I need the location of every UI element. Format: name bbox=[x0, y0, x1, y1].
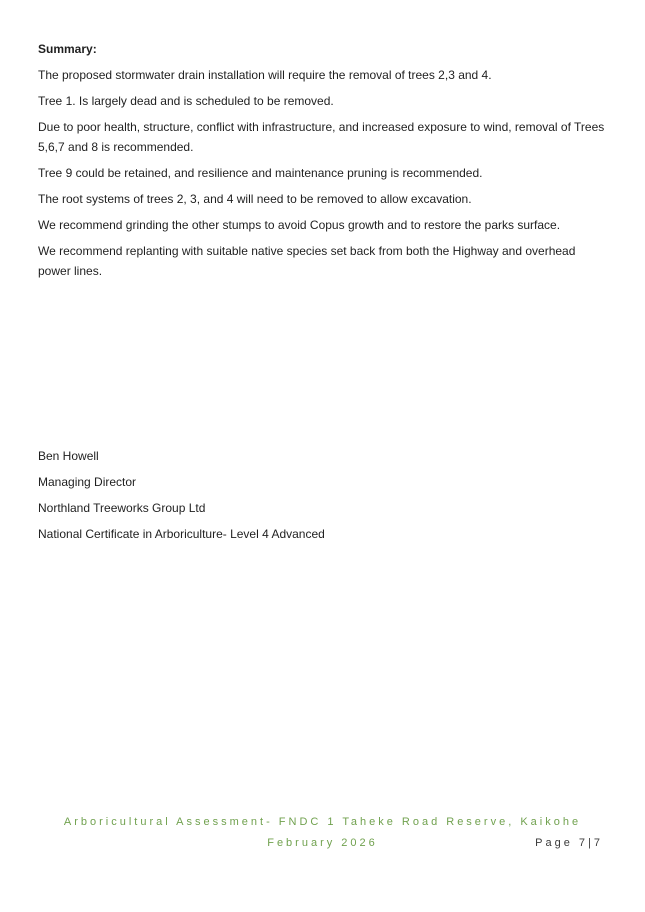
signature-title: Managing Director bbox=[38, 475, 137, 489]
signature-company: Northland Treeworks Group Ltd bbox=[38, 501, 206, 515]
signature-name: Ben Howell bbox=[38, 449, 99, 463]
paragraph-stump-grinding: We recommend grinding the other stumps to avoid Copus growth and to restore the parks surface. bbox=[38, 218, 561, 232]
paragraph-trees-5-8: Due to poor health, structure, conflict with infrastructure, and increased exposure to wind, removal of Trees 5,6,7 and 8 is recommended. bbox=[38, 120, 605, 154]
signature-qualification: National Certificate in Arboriculture- Level 4 Advanced bbox=[38, 527, 325, 541]
footer-report-title: Arboricultural Assessment- FNDC 1 Taheke Road Reserve, Kaikohe bbox=[63, 816, 582, 828]
summary-heading: Summary: bbox=[38, 42, 97, 56]
document-body bbox=[38, 39, 608, 550]
footer-page-number: Page 7|7 bbox=[535, 837, 603, 849]
footer-second-line bbox=[0, 833, 645, 854]
footer-date: February 2026 bbox=[267, 837, 378, 849]
paragraph-replanting: We recommend replanting with suitable native species set back from both the Highway and overhead power lines. bbox=[38, 244, 576, 278]
paragraph-root-systems: The root systems of trees 2, 3, and 4 will need to be removed to allow excavation. bbox=[38, 192, 472, 206]
page-footer bbox=[0, 812, 645, 854]
paragraph-tree-1: Tree 1. Is largely dead and is scheduled to be removed. bbox=[38, 94, 334, 108]
paragraph-stormwater-drain: The proposed stormwater drain installation will require the removal of trees 2,3 and 4. bbox=[38, 68, 492, 82]
signature-block bbox=[38, 446, 608, 544]
paragraph-tree-9: Tree 9 could be retained, and resilience and maintenance pruning is recommended. bbox=[38, 166, 483, 180]
